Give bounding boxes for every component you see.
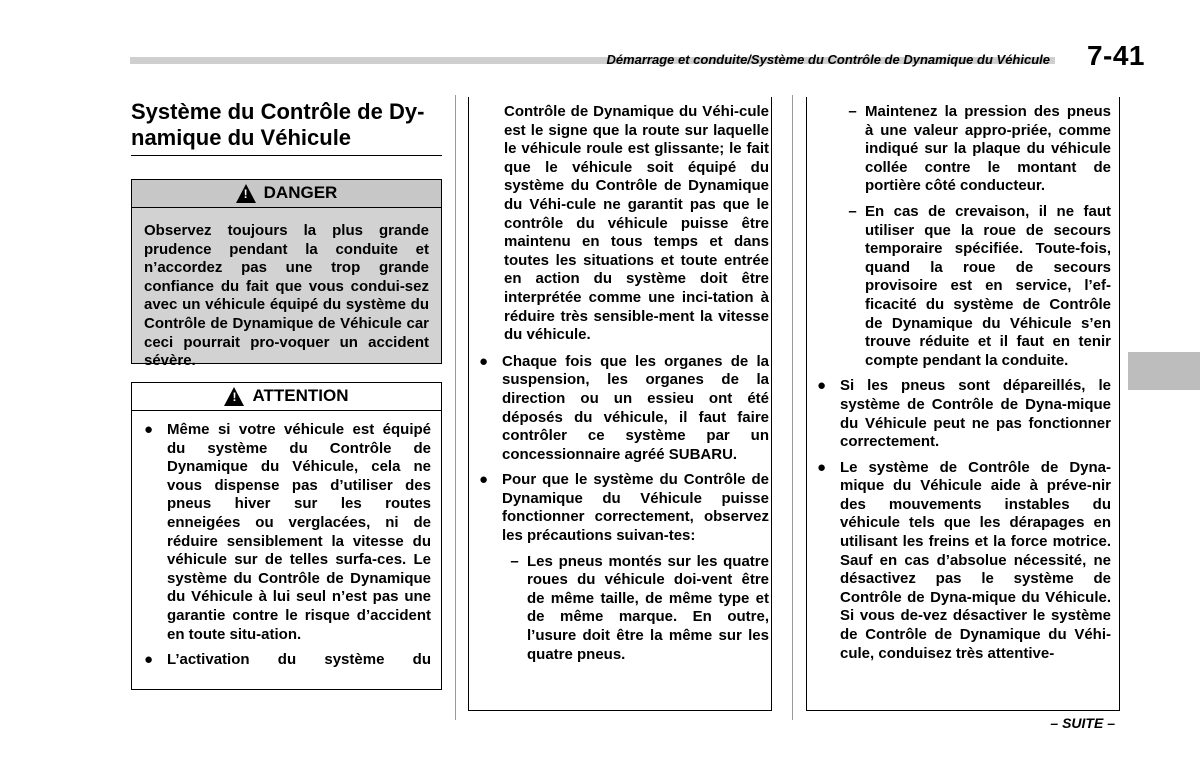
section-title-line2: namique du Véhicule [131,125,352,150]
col3-bullet-2: Le système de Contrôle de Dyna-mique du Véhicule aide à préve-nir des mouvements instables du véhicule tels que les dérapages en utilisant les freins et la force motrice. Sauf en cas d’absolue nécessité, ne désactivez pas le système de Contrôle de Dyna-mique du Véhicule. Si vous de-vez désactiver le système de Contrôle de Dynamique du Véhi-cule, conduisez très attentive- [840,458,1111,662]
page-number: 7-41 [1086,40,1145,71]
danger-label: DANGER [263,183,338,203]
attention-label: ATTENTION [252,386,349,406]
column-divider-right [792,95,793,720]
attention-header [131,382,442,411]
column-1 [131,97,442,690]
col2-bullet-2: Pour que le système du Contrôle de Dynamique du Véhicule puisse fonctionner correctement, observez les précautions suivan-tes: [502,471,769,545]
col2-dash-1: Les pneus montés sur les quatre roues du véhicule doi-vent être de même taille, de même type et de même marque. En outre, l’usure doit être la même sur les quatre pneus. [527,552,769,663]
bullet-mark: ● [479,471,489,489]
column-3 [806,97,1120,711]
danger-text: Observez toujours la plus grande prudence pendant la conduite et n’accordez pas une trop grande confiance du fait que vous condui-sez avec un véhicule équipé du système du Contrôle de Dynamique de Véhicule car ceci pourrait pro-voquer un accident sévère. [144,222,429,370]
dash-mark: – [510,552,519,570]
attention-continuation: Contrôle de Dynamique du Véhi-cule est le signe que la route sur laquelle le véhicule roule est glissante; le fait que le véhicule soit équipé du système du Contrôle de Dynamique du Véhi-cule ne garantit pas que le contrôle du véhicule puisse être maintenu en tous temps et dans toutes les situations et toute entrée en action du système doit être interprétée comme une inci-tation à réduire très sensible-ment la vitesse du véhicule. [504,103,769,344]
bullet-mark: ● [817,377,827,395]
col2-bullet-1: Chaque fois que les organes de la suspension, les organes de la direction ou un essieu ont été déposés du véhicule, il faut faire contrôler ce système par un concessionnaire agréé SUBARU. [502,352,769,463]
attention-bullet-1: Même si votre véhicule est équipé du système du Contrôle de Dynamique du Véhicule, cela ne vous dispense pas d’utiliser des pneus hiver sur les routes enneigées ou verglacées, ni de réduire sensiblement la vitesse du véhicule sur de telles surfa-ces. Le système du Contrôle de Dynamique du Véhicule à lui seul n’est pas une garantie contre le risque d’accident en toute situ-ation. [167,421,431,643]
danger-box [131,208,442,370]
continued-label: – SUITE – [1050,715,1115,731]
section-title-line1: Système du Contrôle de Dy- [131,99,425,124]
column-2 [468,97,772,711]
section-title [131,97,442,156]
warning-triangle-icon [236,184,256,203]
chapter-tab [1128,352,1200,390]
dash-mark: – [848,103,857,120]
list-item [815,459,1111,664]
attention-box [131,411,442,690]
col3-bullet-1: Si les pneus sont dépareillés, le système de Contrôle de Dyna-mique du Véhicule peut ne pas fonctionner correctement. [840,377,1111,451]
list-item [142,651,431,670]
column-divider-left [455,95,456,720]
bullet-mark: ● [817,458,827,476]
list-item [815,377,1111,451]
list-item [815,103,1111,196]
list-item [477,353,769,465]
bullet-mark: ● [144,651,154,669]
dash-mark: – [848,202,857,220]
col3-dash-1: Maintenez la pression des pneus à une valeur appro-priée, comme indiqué sur la plaque du véhicule collée contre le montant de portière côté conducteur. [865,103,1111,195]
list-item [477,553,769,665]
header-title: Démarrage et conduite/Système du Contrôle de Dynamique du Véhicule [606,52,1050,67]
bullet-mark: ● [479,352,489,370]
warning-triangle-icon [224,387,244,406]
bullet-mark: ● [144,421,154,438]
list-item [477,471,769,545]
col3-dash-2: En cas de crevaison, il ne faut utiliser que la roue de secours temporaire spécifiée. Toute-fois, quand la roue de secours provisoire est en service, l’ef-ficacité du système de Contrôle de Dynamique du Véhicule s’en trouve réduite et il faut en tenir compte pendant la conduite. [865,202,1111,369]
danger-header [131,179,442,208]
attention-bullet-2: L’activation du système du [167,651,431,669]
list-item [142,421,431,644]
list-item [815,203,1111,370]
